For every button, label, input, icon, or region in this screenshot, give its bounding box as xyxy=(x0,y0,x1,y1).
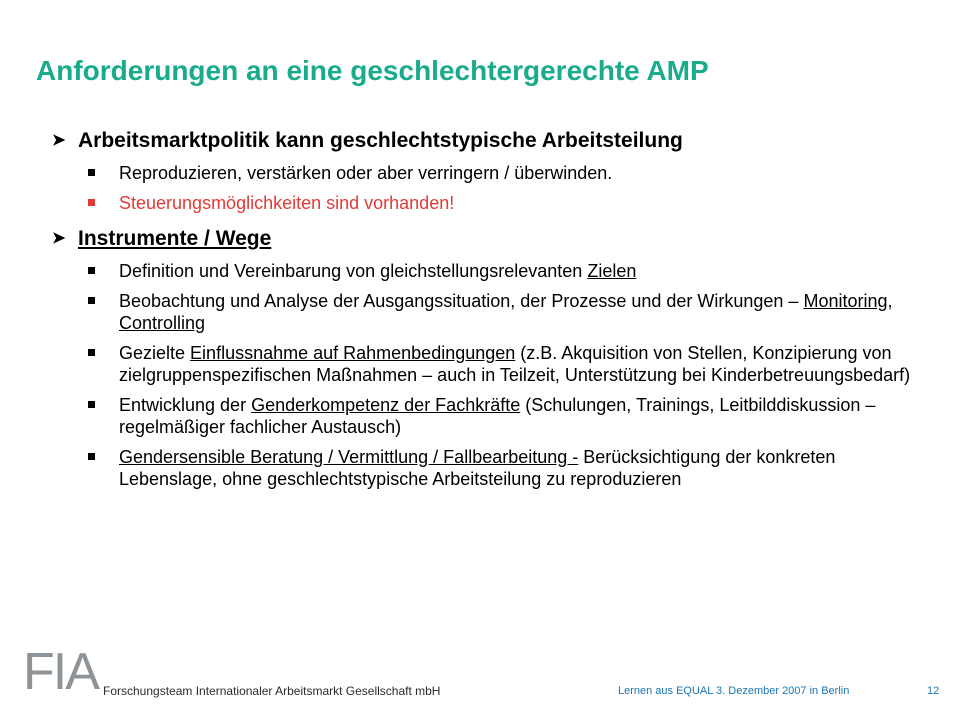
slide-content xyxy=(52,128,932,490)
bullet-text-part: Definition und Vereinbarung von gleichstellungsrelevanten xyxy=(119,261,588,281)
slide-title: Anforderungen an eine geschlechtergerechte AMP xyxy=(36,55,709,86)
bullet-level2-definition xyxy=(88,260,932,282)
square-bullet-icon xyxy=(88,199,98,206)
link-gendersensible-beratung[interactable]: Gendersensible Beratung / Vermittlung / Fallbearbeitung - xyxy=(119,447,579,467)
bullet-text-part: Beobachtung und Analyse der Ausgangssituation, der Prozesse und der Wirkungen – xyxy=(119,291,804,311)
link-zielen[interactable]: Zielen xyxy=(587,261,637,281)
square-bullet-icon xyxy=(88,169,98,176)
bullet-level1-instrumente xyxy=(52,226,932,252)
footer-event-text: Lernen aus EQUAL 3. Dezember 2007 in Berlin xyxy=(618,685,850,697)
bullet-level1-arbeitsmarktpolitik xyxy=(52,128,932,154)
arrow-bullet-icon: ➤ xyxy=(52,230,66,247)
bullet-text xyxy=(119,290,932,334)
bullet-text xyxy=(119,342,932,386)
bullet-text-part: Berücksichtigung der konkreten Lebenslage, ohne geschlechtstypische Arbeitsteilung zu reproduzieren xyxy=(119,447,836,489)
bullet-text-part: Entwicklung der xyxy=(119,395,252,415)
bullet-text-part: (z.B. Akquisition von Stellen, Konzipierung von zielgruppenspezifischen Maßnahmen – auch in Teilzeit, Unterstützung bei Kinderbetreuungsbedarf) xyxy=(119,343,911,385)
section1-heading: Arbeitsmarktpolitik kann geschlechtstypische Arbeitsteilung xyxy=(78,129,683,152)
separator: , xyxy=(887,291,893,311)
page-number: 12 xyxy=(927,685,940,697)
square-bullet-icon xyxy=(88,453,98,460)
bullet-text xyxy=(119,446,932,490)
bullet-level2-genderkompetenz xyxy=(88,394,932,438)
bullet-text-part: (Schulungen, Trainings, Leitbilddiskussion – regelmäßiger fachlicher Austausch) xyxy=(119,395,876,437)
bullet-text: Reproduzieren, verstärken oder aber verringern / überwinden. xyxy=(119,163,613,183)
link-monitoring[interactable]: Monitoring xyxy=(803,291,888,311)
link-genderkompetenz[interactable]: Genderkompetenz der Fachkräfte xyxy=(251,395,521,415)
square-bullet-icon xyxy=(88,349,98,356)
bullet-level2-steuerung xyxy=(88,192,932,214)
fia-logo-mark: FIA xyxy=(23,643,98,701)
fia-logo-subtitle: Forschungsteam Internationaler Arbeitsmarkt Gesellschaft mbH xyxy=(103,684,441,698)
arrow-bullet-icon: ➤ xyxy=(52,132,66,149)
link-controlling[interactable]: Controlling xyxy=(119,313,206,333)
link-einflussnahme[interactable]: Einflussnahme auf Rahmenbedingungen xyxy=(190,343,516,363)
bullet-text-part: Gezielte xyxy=(119,343,191,363)
section2-heading: Instrumente / Wege xyxy=(78,227,272,250)
bullet-level2-beratung xyxy=(88,446,932,490)
bullet-text xyxy=(119,394,932,438)
bullet-level2-reproduzieren xyxy=(88,162,932,184)
bullet-text xyxy=(119,260,636,282)
bullet-level2-einflussnahme xyxy=(88,342,932,386)
square-bullet-icon xyxy=(88,297,98,304)
bullet-level2-beobachtung xyxy=(88,290,932,334)
bullet-text: Steuerungsmöglichkeiten sind vorhanden! xyxy=(119,193,455,213)
square-bullet-icon xyxy=(88,267,98,274)
square-bullet-icon xyxy=(88,401,98,408)
